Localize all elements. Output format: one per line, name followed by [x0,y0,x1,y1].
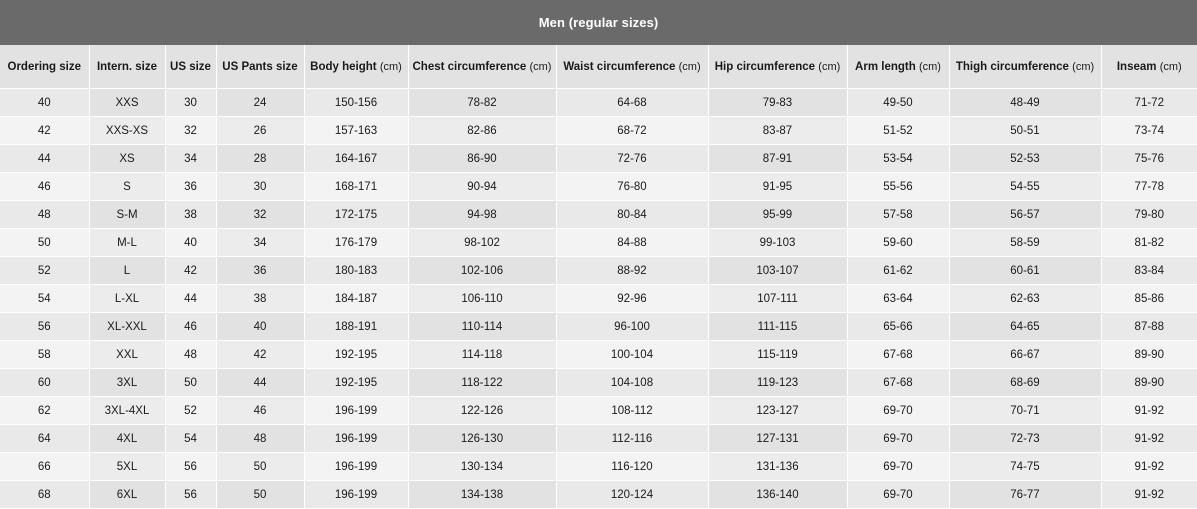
table-cell: 52-53 [949,145,1101,173]
table-cell: L [89,257,165,285]
column-header-waist-circumference [556,45,708,89]
table-cell: 52 [0,257,89,285]
table-cell: 136-140 [708,481,847,509]
table-cell: 59-60 [847,229,949,257]
table-cell: S-M [89,201,165,229]
table-cell: 192-195 [304,369,408,397]
table-cell: 91-92 [1101,453,1197,481]
table-cell: 89-90 [1101,341,1197,369]
table-cell: 71-72 [1101,89,1197,117]
table-cell: 72-73 [949,425,1101,453]
table-cell: 111-115 [708,313,847,341]
table-cell: 196-199 [304,453,408,481]
table-cell: 67-68 [847,369,949,397]
table-cell: XXS [89,89,165,117]
table-cell: 51-52 [847,117,949,145]
table-cell: 107-111 [708,285,847,313]
table-row [0,201,1197,229]
table-cell: 91-92 [1101,397,1197,425]
column-header-label: US size [170,60,211,73]
table-cell: 104-108 [556,369,708,397]
column-header-arm-length [847,45,949,89]
table-cell: 83-87 [708,117,847,145]
column-header-ordering-size [0,45,89,89]
table-row [0,341,1197,369]
table-cell: 95-99 [708,201,847,229]
table-cell: 38 [216,285,304,313]
table-row [0,257,1197,285]
table-cell: 44 [165,285,216,313]
table-cell: 42 [0,117,89,145]
column-header-us-pants-size [216,45,304,89]
column-header-intern-size [89,45,165,89]
table-cell: 63-64 [847,285,949,313]
table-cell: 91-92 [1101,425,1197,453]
table-cell: 50 [216,481,304,509]
table-cell: 79-80 [1101,201,1197,229]
table-row [0,117,1197,145]
table-cell: 106-110 [408,285,556,313]
column-header-label: Inseam [1116,60,1157,73]
table-cell: 42 [216,341,304,369]
table-row [0,397,1197,425]
table-cell: 127-131 [708,425,847,453]
table-cell: 176-179 [304,229,408,257]
column-header-hip-circumference [708,45,847,89]
table-cell: 84-88 [556,229,708,257]
column-header-label: Hip circumference [714,60,816,73]
table-cell: 48 [216,425,304,453]
table-cell: 28 [216,145,304,173]
table-cell: 100-104 [556,341,708,369]
table-cell: 134-138 [408,481,556,509]
table-cell: 86-90 [408,145,556,173]
table-cell: 34 [216,229,304,257]
column-header-unit: (cm) [818,60,841,73]
table-cell: 40 [216,313,304,341]
table-cell: 32 [216,201,304,229]
table-cell: 72-76 [556,145,708,173]
table-cell: 42 [165,257,216,285]
table-cell: 196-199 [304,425,408,453]
table-cell: 123-127 [708,397,847,425]
column-header-label: US Pants size [222,60,298,73]
table-cell: 114-118 [408,341,556,369]
table-cell: 108-112 [556,397,708,425]
column-header-label: Waist circumference [563,60,676,73]
column-header-unit: (cm) [918,60,941,73]
table-cell: 196-199 [304,481,408,509]
table-row [0,453,1197,481]
table-cell: 32 [165,117,216,145]
table-cell: 69-70 [847,425,949,453]
table-cell: 48-49 [949,89,1101,117]
table-cell: 180-183 [304,257,408,285]
table-cell: 44 [0,145,89,173]
table-cell: 82-86 [408,117,556,145]
table-cell: 91-95 [708,173,847,201]
table-cell: 3XL-4XL [89,397,165,425]
table-cell: 56 [165,481,216,509]
table-cell: 92-96 [556,285,708,313]
table-cell: 58 [0,341,89,369]
table-cell: 126-130 [408,425,556,453]
table-cell: 50 [165,369,216,397]
table-cell: 40 [0,89,89,117]
table-cell: 96-100 [556,313,708,341]
table-cell: 172-175 [304,201,408,229]
table-cell: 68-69 [949,369,1101,397]
table-cell: 79-83 [708,89,847,117]
table-cell: 116-120 [556,453,708,481]
table-row [0,229,1197,257]
table-cell: 50 [0,229,89,257]
table-cell: S [89,173,165,201]
table-cell: 4XL [89,425,165,453]
column-header-label: Body height [310,60,377,73]
column-header-unit: (cm) [529,60,552,73]
table-cell: 50 [216,453,304,481]
table-row [0,89,1197,117]
table-cell: 76-80 [556,173,708,201]
column-header-label: Thigh circumference [955,60,1069,73]
table-cell: 5XL [89,453,165,481]
table-row [0,173,1197,201]
table-row [0,425,1197,453]
table-cell: 80-84 [556,201,708,229]
table-cell: 184-187 [304,285,408,313]
table-cell: 24 [216,89,304,117]
table-cell: 122-126 [408,397,556,425]
table-cell: 87-91 [708,145,847,173]
table-cell: 157-163 [304,117,408,145]
table-cell: 46 [165,313,216,341]
column-header-label: Ordering size [7,60,81,73]
table-cell: 118-122 [408,369,556,397]
table-cell: 54 [165,425,216,453]
column-header-label: Arm length [855,60,916,73]
table-cell: XL-XXL [89,313,165,341]
table-cell: XXS-XS [89,117,165,145]
table-cell: 130-134 [408,453,556,481]
table-cell: 48 [165,341,216,369]
table-cell: 46 [216,397,304,425]
table-cell: 88-92 [556,257,708,285]
table-header-row [0,45,1197,89]
table-cell: 50-51 [949,117,1101,145]
table-title-row [0,0,1197,45]
table-row [0,313,1197,341]
table-cell: 44 [216,369,304,397]
table-cell: 67-68 [847,341,949,369]
table-cell: 70-71 [949,397,1101,425]
table-cell: 66 [0,453,89,481]
table-row [0,369,1197,397]
table-cell: XS [89,145,165,173]
table-cell: 56 [165,453,216,481]
table-cell: 77-78 [1101,173,1197,201]
table-cell: 69-70 [847,481,949,509]
table-cell: 55-56 [847,173,949,201]
table-cell: 48 [0,201,89,229]
table-cell: 3XL [89,369,165,397]
table-cell: 68-72 [556,117,708,145]
table-cell: XXL [89,341,165,369]
table-cell: 83-84 [1101,257,1197,285]
table-cell: 56 [0,313,89,341]
table-cell: 46 [0,173,89,201]
column-header-unit: (cm) [1159,60,1182,73]
table-row [0,145,1197,173]
table-cell: 73-74 [1101,117,1197,145]
table-cell: 89-90 [1101,369,1197,397]
table-cell: 81-82 [1101,229,1197,257]
column-header-unit: (cm) [1072,60,1095,73]
table-cell: 112-116 [556,425,708,453]
table-cell: 54 [0,285,89,313]
table-row [0,481,1197,509]
table-cell: 94-98 [408,201,556,229]
table-cell: 36 [216,257,304,285]
table-cell: 115-119 [708,341,847,369]
table-cell: 103-107 [708,257,847,285]
table-cell: 36 [165,173,216,201]
column-header-label: Chest circumference [412,60,527,73]
table-cell: 78-82 [408,89,556,117]
table-cell: 57-58 [847,201,949,229]
table-cell: 110-114 [408,313,556,341]
column-header-us-size [165,45,216,89]
table-cell: 38 [165,201,216,229]
table-cell: 99-103 [708,229,847,257]
table-cell: 68 [0,481,89,509]
table-cell: 61-62 [847,257,949,285]
table-cell: 26 [216,117,304,145]
table-cell: 69-70 [847,453,949,481]
table-cell: 85-86 [1101,285,1197,313]
table-cell: 168-171 [304,173,408,201]
table-cell: 164-167 [304,145,408,173]
table-cell: 64-68 [556,89,708,117]
table-cell: 90-94 [408,173,556,201]
table-cell: 192-195 [304,341,408,369]
table-cell: 66-67 [949,341,1101,369]
table-cell: 56-57 [949,201,1101,229]
table-cell: 131-136 [708,453,847,481]
column-header-unit: (cm) [678,60,701,73]
column-header-thigh-circumference [949,45,1101,89]
table-cell: 120-124 [556,481,708,509]
table-cell: 64-65 [949,313,1101,341]
table-cell: 60-61 [949,257,1101,285]
column-header-body-height [304,45,408,89]
table-cell: 75-76 [1101,145,1197,173]
table-cell: 60 [0,369,89,397]
table-cell: M-L [89,229,165,257]
table-cell: 150-156 [304,89,408,117]
table-cell: 69-70 [847,397,949,425]
table-cell: 30 [165,89,216,117]
table-cell: 188-191 [304,313,408,341]
column-header-label: Intern. size [96,60,158,73]
table-cell: 64 [0,425,89,453]
table-cell: 119-123 [708,369,847,397]
table-cell: 62 [0,397,89,425]
table-cell: 196-199 [304,397,408,425]
table-cell: 30 [216,173,304,201]
table-cell: 53-54 [847,145,949,173]
table-cell: L-XL [89,285,165,313]
table-cell: 65-66 [847,313,949,341]
column-header-unit: (cm) [379,60,402,73]
column-header-chest-circumference [408,45,556,89]
table-row [0,285,1197,313]
table-cell: 54-55 [949,173,1101,201]
table-cell: 34 [165,145,216,173]
table-cell: 40 [165,229,216,257]
table-cell: 62-63 [949,285,1101,313]
column-header-inseam [1101,45,1197,89]
page-title: Men (regular sizes) [0,0,1197,45]
table-cell: 76-77 [949,481,1101,509]
table-cell: 91-92 [1101,481,1197,509]
table-cell: 6XL [89,481,165,509]
table-cell: 74-75 [949,453,1101,481]
table-cell: 49-50 [847,89,949,117]
table-cell: 87-88 [1101,313,1197,341]
table-cell: 52 [165,397,216,425]
table-cell: 102-106 [408,257,556,285]
table-cell: 58-59 [949,229,1101,257]
table-cell: 98-102 [408,229,556,257]
